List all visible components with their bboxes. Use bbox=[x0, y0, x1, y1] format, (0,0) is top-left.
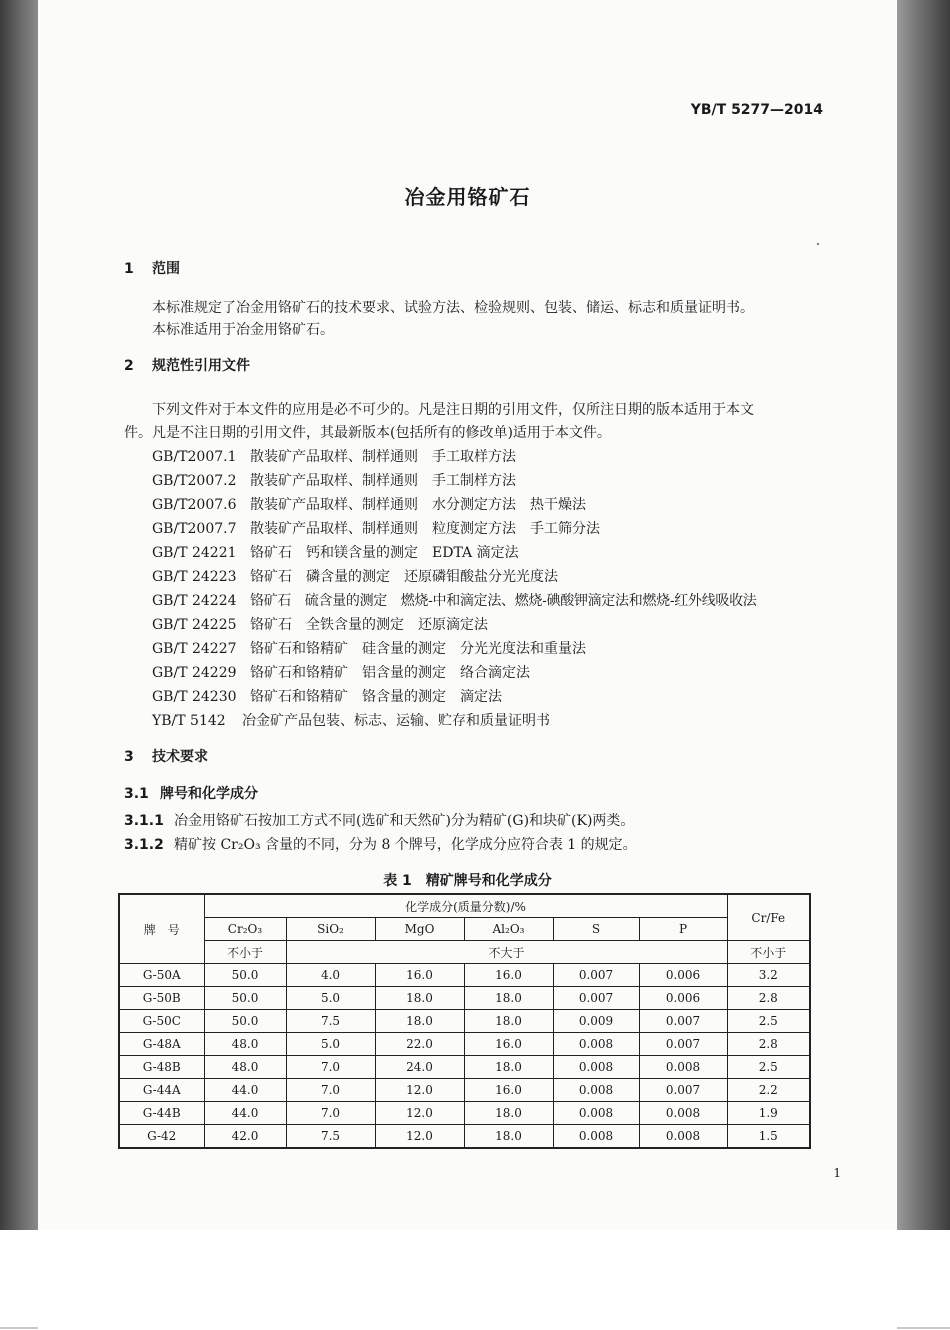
value-cell: 0.008 bbox=[639, 1125, 727, 1149]
column-header-s: S bbox=[553, 918, 639, 941]
section-3-heading bbox=[124, 746, 208, 766]
standard-code: YB/T 5277—2014 bbox=[690, 102, 823, 118]
section-2-number: 2 bbox=[124, 358, 134, 374]
value-cell: 0.006 bbox=[639, 987, 727, 1010]
reference-item bbox=[152, 542, 519, 562]
grade-cell: G-42 bbox=[119, 1125, 204, 1149]
section-1-title: 范围 bbox=[152, 261, 180, 277]
value-cell: 5.0 bbox=[286, 1033, 375, 1056]
table-1 bbox=[118, 893, 811, 1149]
reference-item bbox=[152, 518, 600, 538]
value-cell: 50.0 bbox=[204, 964, 286, 987]
reference-code: GB/T 24223 bbox=[152, 569, 237, 585]
clause-3-1-2-number: 3.1.2 bbox=[124, 837, 164, 853]
reference-code: GB/T 24225 bbox=[152, 617, 237, 633]
composition-header: 化学成分(质量分数)/% bbox=[204, 894, 727, 918]
value-cell: 12.0 bbox=[375, 1079, 464, 1102]
bottom-rule-right bbox=[897, 1327, 950, 1329]
value-cell: 7.0 bbox=[286, 1056, 375, 1079]
value-cell: 44.0 bbox=[204, 1079, 286, 1102]
reference-item bbox=[152, 446, 516, 466]
value-cell: 0.008 bbox=[553, 1079, 639, 1102]
value-cell: 0.007 bbox=[639, 1010, 727, 1033]
bottom-margin bbox=[0, 1230, 950, 1330]
grade-cell: G-50B bbox=[119, 987, 204, 1010]
section-2-intro-line-1: 下列文件对于本文件的应用是必不可少的。凡是注日期的引用文件，仅所注日期的版本适用于本文 bbox=[152, 402, 754, 418]
value-cell: 18.0 bbox=[464, 1056, 553, 1079]
value-cell: 18.0 bbox=[375, 987, 464, 1010]
reference-item bbox=[152, 614, 488, 634]
value-cell: 16.0 bbox=[375, 964, 464, 987]
reference-code: GB/T2007.7 bbox=[152, 521, 237, 537]
reference-title: 铬矿石 磷含量的测定 还原磷钼酸盐分光光度法 bbox=[250, 569, 558, 585]
value-cell: 0.007 bbox=[553, 964, 639, 987]
value-cell: 0.008 bbox=[553, 1125, 639, 1149]
section-3-title: 技术要求 bbox=[152, 749, 208, 765]
value-cell: 48.0 bbox=[204, 1033, 286, 1056]
scan-shadow-left bbox=[0, 0, 38, 1230]
value-cell: 0.008 bbox=[553, 1056, 639, 1079]
value-cell: 5.0 bbox=[286, 987, 375, 1010]
reference-title: 散装矿产品取样、制样通则 手工取样方法 bbox=[250, 449, 516, 465]
value-cell: 2.5 bbox=[727, 1010, 810, 1033]
clause-3-1-1-number: 3.1.1 bbox=[124, 813, 164, 829]
column-header-cr2o3: Cr₂O₃ bbox=[204, 918, 286, 941]
value-cell: 44.0 bbox=[204, 1102, 286, 1125]
reference-item bbox=[152, 662, 530, 682]
reference-code: YB/T 5142 bbox=[152, 713, 226, 729]
clause-3-1-2 bbox=[124, 834, 637, 854]
value-cell: 0.008 bbox=[639, 1056, 727, 1079]
value-cell: 18.0 bbox=[464, 1010, 553, 1033]
value-cell: 3.2 bbox=[727, 964, 810, 987]
table-row bbox=[119, 1079, 810, 1102]
reference-code: GB/T2007.1 bbox=[152, 449, 237, 465]
scan-speck bbox=[817, 243, 819, 245]
table-row bbox=[119, 1056, 810, 1079]
page-number: 1 bbox=[833, 1166, 841, 1180]
reference-code: GB/T 24221 bbox=[152, 545, 237, 561]
reference-title: 散装矿产品取样、制样通则 粒度测定方法 手工筛分法 bbox=[250, 521, 600, 537]
table-1-caption: 表 1 精矿牌号和化学成分 bbox=[383, 873, 552, 889]
reference-title: 铬矿石 硫含量的测定 燃烧-中和滴定法、燃烧-碘酸钾滴定法和燃烧-红外线吸收法 bbox=[250, 593, 757, 609]
value-cell: 0.006 bbox=[639, 964, 727, 987]
reference-code: GB/T 24230 bbox=[152, 689, 237, 705]
bottom-rule-left bbox=[0, 1327, 38, 1329]
reference-title: 散装矿产品取样、制样通则 水分测定方法 热干燥法 bbox=[250, 497, 586, 513]
reference-item bbox=[152, 638, 586, 658]
reference-code: GB/T2007.2 bbox=[152, 473, 237, 489]
grade-cell: G-44B bbox=[119, 1102, 204, 1125]
column-header-sio2: SiO₂ bbox=[286, 918, 375, 941]
ratio-header: Cr/Fe bbox=[727, 894, 810, 941]
value-cell: 7.0 bbox=[286, 1079, 375, 1102]
reference-title: 铬矿石和铬精矿 铬含量的测定 滴定法 bbox=[250, 689, 502, 705]
value-cell: 50.0 bbox=[204, 1010, 286, 1033]
value-cell: 24.0 bbox=[375, 1056, 464, 1079]
reference-item bbox=[152, 494, 586, 514]
section-1-number: 1 bbox=[124, 261, 134, 277]
table-row bbox=[119, 1033, 810, 1056]
grade-cell: G-50C bbox=[119, 1010, 204, 1033]
value-cell: 2.8 bbox=[727, 987, 810, 1010]
reference-item bbox=[152, 566, 558, 586]
section-2-title: 规范性引用文件 bbox=[152, 358, 250, 374]
reference-title: 散装矿产品取样、制样通则 手工制样方法 bbox=[250, 473, 516, 489]
value-cell: 2.2 bbox=[727, 1079, 810, 1102]
value-cell: 16.0 bbox=[464, 1079, 553, 1102]
section-3-1-title: 牌号和化学成分 bbox=[160, 786, 258, 802]
section-2-heading bbox=[124, 355, 250, 375]
value-cell: 16.0 bbox=[464, 964, 553, 987]
section-1-heading bbox=[124, 258, 180, 278]
document-title: 冶金用铬矿石 bbox=[404, 185, 531, 209]
value-cell: 0.009 bbox=[553, 1010, 639, 1033]
value-cell: 2.5 bbox=[727, 1056, 810, 1079]
section-3-number: 3 bbox=[124, 749, 134, 765]
value-cell: 18.0 bbox=[464, 987, 553, 1010]
grade-cell: G-50A bbox=[119, 964, 204, 987]
value-cell: 0.008 bbox=[553, 1033, 639, 1056]
value-cell: 2.8 bbox=[727, 1033, 810, 1056]
value-cell: 42.0 bbox=[204, 1125, 286, 1149]
table-row bbox=[119, 987, 810, 1010]
value-cell: 7.5 bbox=[286, 1010, 375, 1033]
reference-code: GB/T 24227 bbox=[152, 641, 237, 657]
section-1-paragraph-2: 本标准适用于冶金用铬矿石。 bbox=[152, 322, 334, 338]
column-header-al2o3: Al₂O₃ bbox=[464, 918, 553, 941]
reference-item bbox=[152, 686, 502, 706]
reference-code: GB/T2007.6 bbox=[152, 497, 237, 513]
column-header-mgo: MgO bbox=[375, 918, 464, 941]
value-cell: 1.9 bbox=[727, 1102, 810, 1125]
reference-title: 铬矿石和铬精矿 硅含量的测定 分光光度法和重量法 bbox=[250, 641, 586, 657]
value-cell: 4.0 bbox=[286, 964, 375, 987]
value-cell: 22.0 bbox=[375, 1033, 464, 1056]
table-row bbox=[119, 1125, 810, 1149]
value-cell: 0.008 bbox=[639, 1102, 727, 1125]
value-cell: 18.0 bbox=[464, 1125, 553, 1149]
section-1-paragraph-1: 本标准规定了冶金用铬矿石的技术要求、试验方法、检验规则、包装、储运、标志和质量证明书。 bbox=[152, 300, 754, 316]
table-row bbox=[119, 1102, 810, 1125]
value-cell: 0.008 bbox=[553, 1102, 639, 1125]
table-1-body bbox=[119, 964, 810, 1149]
min-label: 不小于 bbox=[204, 941, 286, 964]
table-row bbox=[119, 1010, 810, 1033]
value-cell: 1.5 bbox=[727, 1125, 810, 1149]
reference-code: GB/T 24224 bbox=[152, 593, 237, 609]
ratio-min-label: 不小于 bbox=[727, 941, 810, 964]
reference-title: 铬矿石 全铁含量的测定 还原滴定法 bbox=[250, 617, 488, 633]
value-cell: 0.007 bbox=[639, 1033, 727, 1056]
max-label: 不大于 bbox=[286, 941, 727, 964]
section-2-intro-line-2: 件。凡是不注日期的引用文件，其最新版本(包括所有的修改单)适用于本文件。 bbox=[124, 425, 611, 441]
clause-3-1-1-text: 冶金用铬矿石按加工方式不同(选矿和天然矿)分为精矿(G)和块矿(K)两类。 bbox=[174, 813, 635, 829]
value-cell: 18.0 bbox=[464, 1102, 553, 1125]
table-row bbox=[119, 964, 810, 987]
value-cell: 18.0 bbox=[375, 1010, 464, 1033]
clause-3-1-1 bbox=[124, 810, 634, 830]
grade-cell: G-44A bbox=[119, 1079, 204, 1102]
reference-item bbox=[152, 470, 516, 490]
value-cell: 50.0 bbox=[204, 987, 286, 1010]
grade-cell: G-48A bbox=[119, 1033, 204, 1056]
section-3-1-number: 3.1 bbox=[124, 786, 149, 802]
grade-cell: G-48B bbox=[119, 1056, 204, 1079]
scan-shadow-right bbox=[897, 0, 950, 1230]
section-3-1-heading bbox=[124, 783, 258, 803]
reference-title: 冶金矿产品包装、标志、运输、贮存和质量证明书 bbox=[242, 713, 550, 729]
value-cell: 0.007 bbox=[553, 987, 639, 1010]
reference-item bbox=[152, 710, 550, 730]
clause-3-1-2-text: 精矿按 Cr₂O₃ 含量的不同，分为 8 个牌号，化学成分应符合表 1 的规定。 bbox=[174, 837, 637, 853]
reference-item bbox=[152, 590, 757, 610]
document-page bbox=[38, 0, 897, 1230]
value-cell: 48.0 bbox=[204, 1056, 286, 1079]
value-cell: 12.0 bbox=[375, 1125, 464, 1149]
column-header-p: P bbox=[639, 918, 727, 941]
reference-title: 铬矿石和铬精矿 铝含量的测定 络合滴定法 bbox=[250, 665, 530, 681]
reference-code: GB/T 24229 bbox=[152, 665, 237, 681]
value-cell: 7.5 bbox=[286, 1125, 375, 1149]
grade-header: 牌 号 bbox=[119, 894, 204, 964]
value-cell: 12.0 bbox=[375, 1102, 464, 1125]
value-cell: 0.007 bbox=[639, 1079, 727, 1102]
reference-title: 铬矿石 钙和镁含量的测定 EDTA 滴定法 bbox=[250, 545, 519, 561]
value-cell: 7.0 bbox=[286, 1102, 375, 1125]
value-cell: 16.0 bbox=[464, 1033, 553, 1056]
